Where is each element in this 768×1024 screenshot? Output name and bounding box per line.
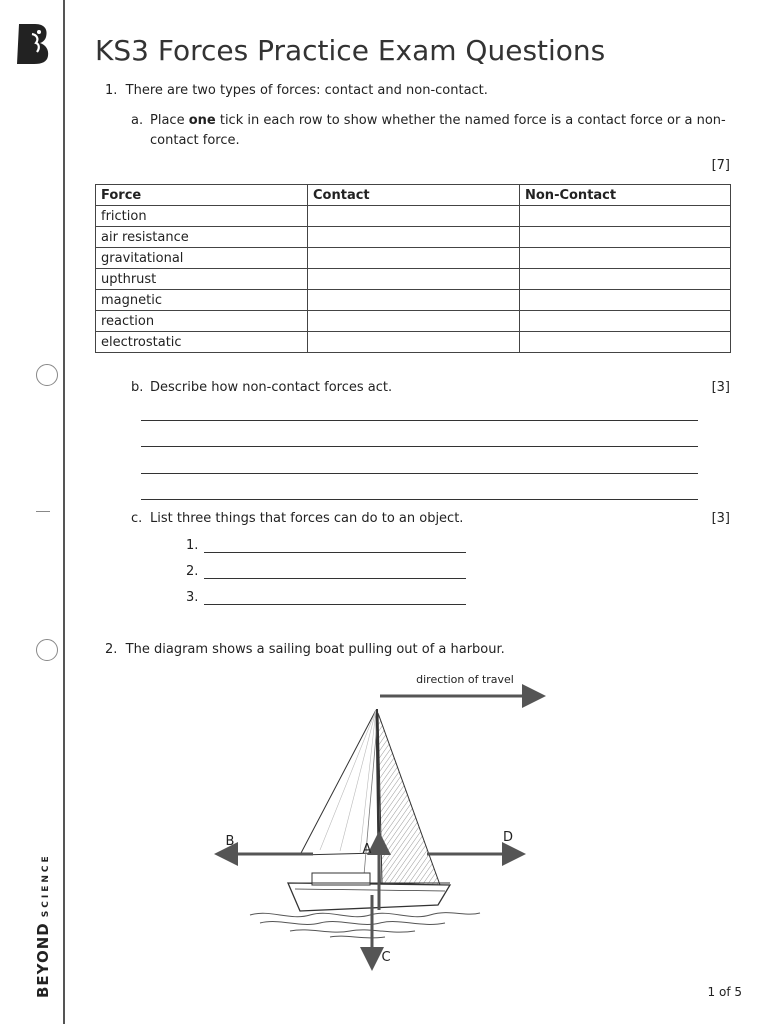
contact-cell[interactable] — [308, 248, 520, 269]
punch-hole-bottom — [36, 639, 58, 661]
table-row — [96, 269, 731, 290]
non-contact-cell[interactable] — [520, 227, 731, 248]
question-1-number: 1. — [105, 83, 118, 98]
list-answer-line[interactable] — [204, 552, 466, 553]
question-1b-label: b. — [131, 380, 144, 395]
table-row — [96, 227, 731, 248]
question-1b-marks: [3] — [711, 380, 730, 395]
answer-line[interactable] — [141, 446, 698, 447]
sailing-boat-diagram — [200, 665, 570, 975]
answer-line[interactable] — [141, 499, 698, 500]
question-1c — [131, 509, 463, 529]
contact-cell[interactable] — [308, 206, 520, 227]
force-name: electrostatic — [96, 332, 308, 353]
brand-primary: BEYOND — [34, 922, 52, 998]
boat-sails — [300, 709, 440, 890]
answer-line[interactable] — [141, 473, 698, 474]
list-answer-line[interactable] — [204, 578, 466, 579]
header-non-contact: Non-Contact — [520, 185, 731, 206]
question-1a-text-before: Place — [150, 113, 189, 128]
question-1a-text-line2: contact force. — [150, 133, 240, 148]
list-item-number: 3. — [186, 590, 199, 605]
non-contact-cell[interactable] — [520, 311, 731, 332]
beyond-logo-icon — [15, 22, 51, 66]
fold-mark — [36, 511, 50, 512]
contact-cell[interactable] — [308, 227, 520, 248]
brand-vertical — [33, 853, 52, 998]
question-1c-text: List three things that forces can do to an object. — [150, 511, 464, 526]
non-contact-cell[interactable] — [520, 206, 731, 227]
table-row — [96, 290, 731, 311]
question-1a-text-bold: one — [188, 113, 216, 128]
table-row — [96, 248, 731, 269]
table-row — [96, 206, 731, 227]
question-2-text: The diagram shows a sailing boat pulling out of a harbour. — [125, 642, 505, 657]
question-1c-marks: [3] — [711, 511, 730, 526]
margin-line — [63, 0, 65, 1024]
header-contact: Contact — [308, 185, 520, 206]
non-contact-cell[interactable] — [520, 290, 731, 311]
force-name: reaction — [96, 311, 308, 332]
label-d: D — [502, 830, 514, 845]
question-1c-label: c. — [131, 511, 143, 526]
contact-cell[interactable] — [308, 290, 520, 311]
question-1 — [105, 81, 488, 101]
force-name: gravitational — [96, 248, 308, 269]
punch-hole-top — [36, 364, 58, 386]
label-c: C — [381, 950, 391, 965]
question-1a-label: a. — [131, 113, 144, 128]
non-contact-cell[interactable] — [520, 332, 731, 353]
page-number: 1 of 5 — [707, 985, 742, 999]
question-1a-text-after: tick in each row to show whether the named force is a contact force or a non- — [215, 113, 726, 128]
non-contact-cell[interactable] — [520, 248, 731, 269]
force-name: friction — [96, 206, 308, 227]
question-1a — [131, 111, 731, 151]
non-contact-cell[interactable] — [520, 269, 731, 290]
header-force: Force — [96, 185, 308, 206]
answer-line[interactable] — [141, 420, 698, 421]
question-2 — [105, 640, 505, 660]
question-1b-text: Describe how non-contact forces act. — [150, 380, 393, 395]
contact-cell[interactable] — [308, 332, 520, 353]
table-row — [96, 311, 731, 332]
question-1a-marks: [7] — [711, 158, 730, 173]
force-name: upthrust — [96, 269, 308, 290]
question-2-number: 2. — [105, 642, 118, 657]
page-title: KS3 Forces Practice Exam Questions — [95, 34, 606, 67]
water — [250, 913, 480, 938]
question-1b — [131, 378, 392, 398]
force-name: magnetic — [96, 290, 308, 311]
table-row — [96, 332, 731, 353]
contact-cell[interactable] — [308, 269, 520, 290]
list-item-number: 2. — [186, 564, 199, 579]
brand-secondary: SCIENCE — [41, 853, 51, 918]
travel-label: direction of travel — [416, 673, 514, 686]
label-b: B — [225, 834, 235, 849]
forces-table — [95, 184, 731, 353]
table-header-row — [96, 185, 731, 206]
list-answer-line[interactable] — [204, 604, 466, 605]
force-name: air resistance — [96, 227, 308, 248]
list-item-number: 1. — [186, 538, 199, 553]
label-a: A — [362, 842, 372, 857]
question-1-text: There are two types of forces: contact and non-contact. — [125, 83, 488, 98]
contact-cell[interactable] — [308, 311, 520, 332]
